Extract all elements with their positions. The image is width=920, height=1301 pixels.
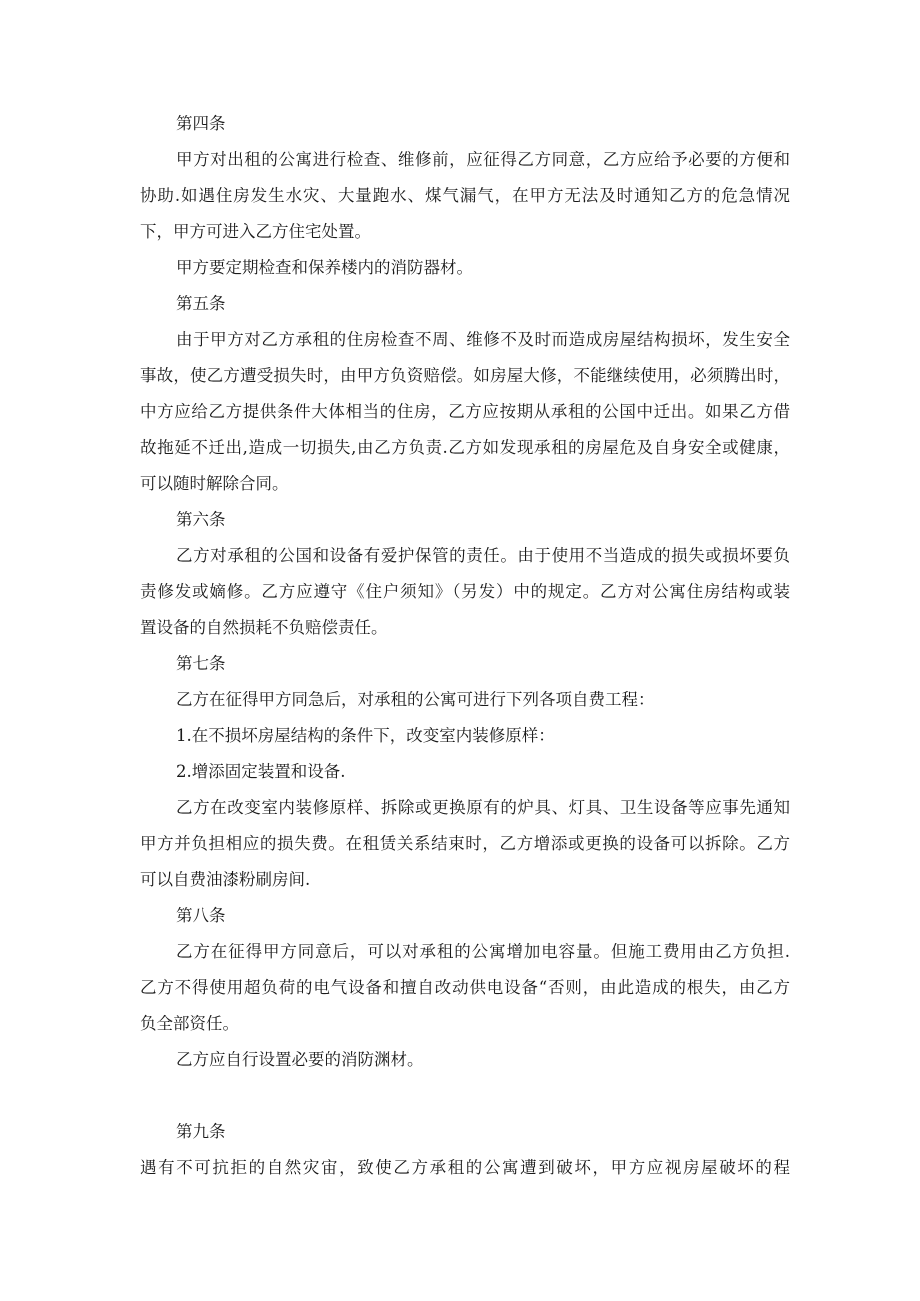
article-9-heading: 第九条	[176, 1122, 226, 1141]
article-5-paragraph-1-line-5: 可以随时解除合同。	[140, 474, 289, 493]
article-5-paragraph-1-line-4: 故拖延不迁出,造成一切损失,由乙方负责.乙方如发现承租的房屋危及自身安全或健康，	[140, 438, 790, 457]
article-8-paragraph-1-line-3: 负全部资任。	[140, 1014, 239, 1033]
article-7-paragraph-1-line-2: 甲方并负担相应的损失费。在租赁关系结束时，乙方增添或更换的设备可以拆除。乙方	[140, 834, 790, 853]
article-5-paragraph-1-line-2: 事故，使乙方遭受损失时，由甲方负资赔偿。如房屋大修，不能继续使用，必须腾出时，	[140, 366, 790, 385]
article-4-paragraph-1-line-2: 协助.如遇住房发生水灾、大量跑水、煤气漏气，在甲方无法及时通知乙方的危急情况	[140, 186, 790, 205]
article-6-heading: 第六条	[176, 510, 226, 529]
article-4-heading: 第四条	[176, 114, 226, 133]
blank-line	[140, 1078, 790, 1114]
article-4-paragraph-1-line-1: 甲方对出租的公寓进行检查、维修前，应征得乙方同意，乙方应给予必要的方便和	[176, 150, 790, 169]
article-7-heading: 第七条	[176, 654, 226, 673]
article-5-heading: 第五条	[176, 294, 226, 313]
article-7-paragraph-1-line-3: 可以自费油漆粉刷房间.	[140, 870, 311, 889]
article-7-item-2: 2.增添固定装置和设备.	[176, 762, 346, 781]
article-6-paragraph-1-line-1: 乙方对承租的公国和设备有爱护保管的责任。由于使用不当造成的损失或损坏要负	[176, 546, 790, 565]
article-9-paragraph-1-line-1: 遇有不可抗拒的自然灾宙，致使乙方承租的公寓遭到破坏，甲方应视房屋破坏的程	[140, 1158, 790, 1177]
article-7-intro: 乙方在征得甲方同急后，对承租的公寓可进行下列各项自费工程：	[176, 690, 655, 709]
article-5-paragraph-1-line-1: 由于甲方对乙方承租的住房检查不周、维修不及时而造成房屋结构损坏，发生安全	[176, 330, 790, 349]
article-4-paragraph-2: 甲方要定期检查和保养楼内的消防器材。	[176, 258, 473, 277]
article-5-paragraph-1-line-3: 中方应给乙方提供条件大体相当的住房，乙方应按期从承租的公国中迁出。如果乙方借	[140, 402, 790, 421]
article-7-item-1: 1.在不损坏房屋结构的条件下，改变室内装修原样：	[176, 726, 555, 745]
article-4-paragraph-1-line-3: 下，甲方可进入乙方住宅处置。	[140, 222, 371, 241]
article-6-paragraph-1-line-3: 置设备的自然损耗不负赔偿责任。	[140, 618, 388, 637]
article-8-heading: 第八条	[176, 906, 226, 925]
article-8-paragraph-2: 乙方应自行设置必要的消防渊材。	[176, 1050, 424, 1069]
document-body	[140, 106, 790, 1186]
article-8-paragraph-1-line-2: 乙方不得使用超负荷的电气设备和擅自改动供电设备“否则，由此造成的根失，由乙方	[140, 978, 790, 997]
article-7-paragraph-1-line-1: 乙方在改变室内装修原样、拆除或更换原有的炉具、灯具、卫生设备等应事先通知	[176, 798, 790, 817]
article-8-paragraph-1-line-1: 乙方在征得甲方同意后，可以对承租的公寓增加电容量。但施工费用由乙方负担.	[176, 942, 790, 961]
article-6-paragraph-1-line-2: 责修发或嫡修。乙方应遵守《住户须知》（另发）中的规定。乙方对公寓住房结构或装	[140, 582, 790, 601]
